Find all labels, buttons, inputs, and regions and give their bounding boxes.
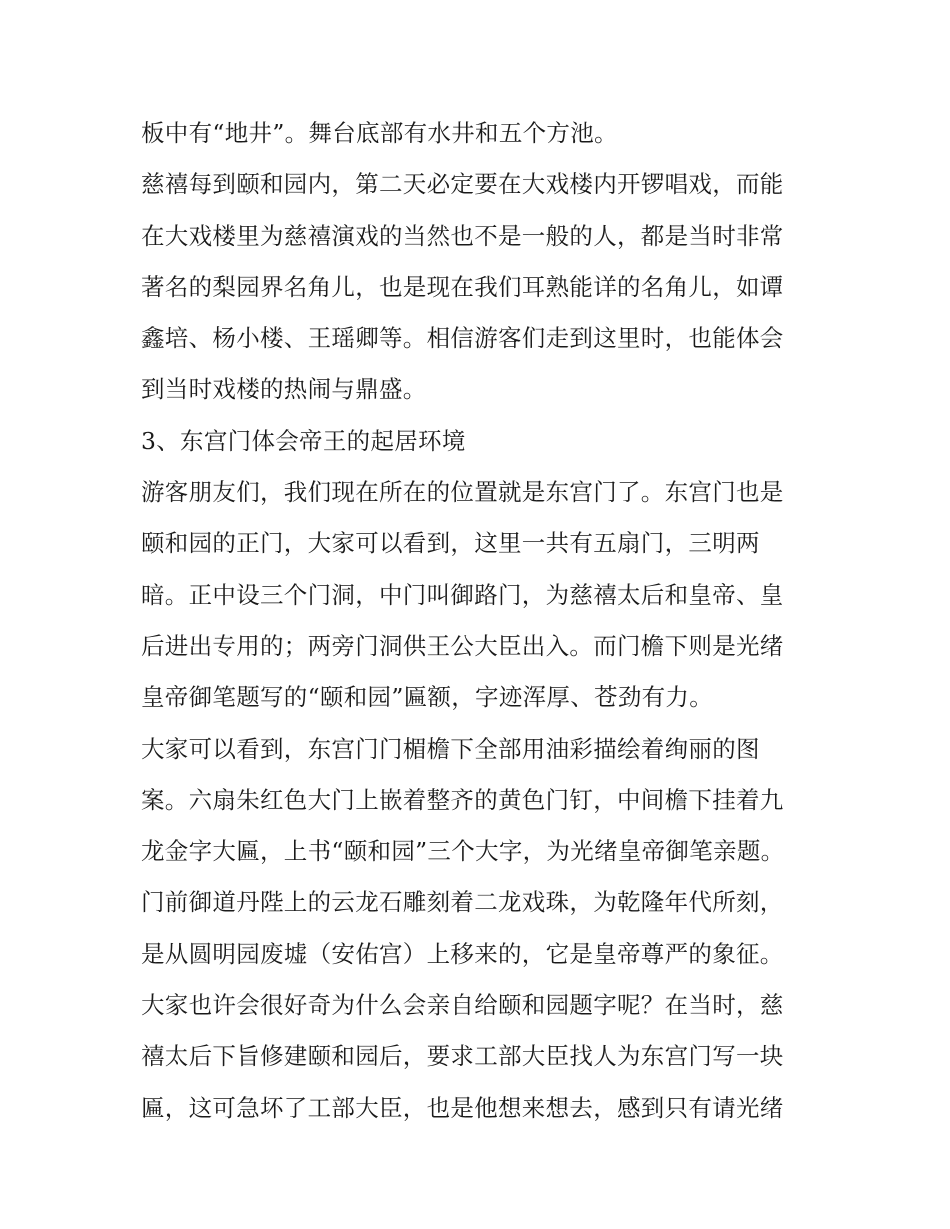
text-line: 禧太后下旨修建颐和园后，要求工部大臣找人为东宫门写一块 bbox=[141, 1042, 784, 1071]
section-heading: 3、东宫门体会帝王的起居环境 bbox=[141, 426, 466, 455]
text-line: 鑫培、杨小楼、王瑶卿等。相信游客们走到这里时，也能体会 bbox=[141, 324, 784, 353]
body-text bbox=[141, 108, 813, 1134]
text-line: 游客朋友们，我们现在所在的位置就是东宫门了。东宫门也是 bbox=[141, 478, 784, 507]
text-line: 在大戏楼里为慈禧演戏的当然也不是一般的人，都是当时非常 bbox=[141, 221, 784, 250]
text-line: 大家也许会很好奇为什么会亲自给颐和园题字呢？在当时，慈 bbox=[141, 991, 784, 1020]
text-line: 后进出专用的；两旁门洞供王公大臣出入。而门檐下则是光绪 bbox=[141, 631, 784, 660]
text-line: 大家可以看到，东宫门门楣檐下全部用油彩描绘着绚丽的图 bbox=[141, 734, 760, 763]
text-line: 是从圆明园废墟（安佑宫）上移来的，它是皇帝尊严的象征。 bbox=[141, 939, 784, 968]
text-line: 暗。正中设三个门洞，中门叫御路门，为慈禧太后和皇帝、皇 bbox=[141, 580, 784, 609]
text-line: 门前御道丹陛上的云龙石雕刻着二龙戏珠，为乾隆年代所刻， bbox=[141, 888, 784, 917]
text-line: 著名的梨园界名角儿，也是现在我们耳熟能详的名角儿，如谭 bbox=[141, 272, 784, 301]
text-line: 慈禧每到颐和园内，第二天必定要在大戏楼内开锣唱戏，而能 bbox=[141, 170, 784, 199]
text-line: 到当时戏楼的热闹与鼎盛。 bbox=[141, 375, 427, 404]
text-line: 皇帝御笔题写的“颐和园”匾额，字迹浑厚、苍劲有力。 bbox=[141, 683, 714, 712]
text-line: 板中有“地井”。舞台底部有水井和五个方池。 bbox=[141, 119, 618, 147]
text-line: 颐和园的正门，大家可以看到，这里一共有五扇门，三明两 bbox=[141, 529, 760, 558]
text-line: 龙金字大匾，上书“颐和园”三个大字，为光绪皇帝御笔亲题。 bbox=[141, 837, 785, 866]
text-line: 案。六扇朱红色大门上嵌着整齐的黄色门钉，中间檐下挂着九 bbox=[141, 785, 784, 814]
text-line: 匾，这可急坏了工部大臣，也是他想来想去，感到只有请光绪 bbox=[141, 1093, 784, 1122]
